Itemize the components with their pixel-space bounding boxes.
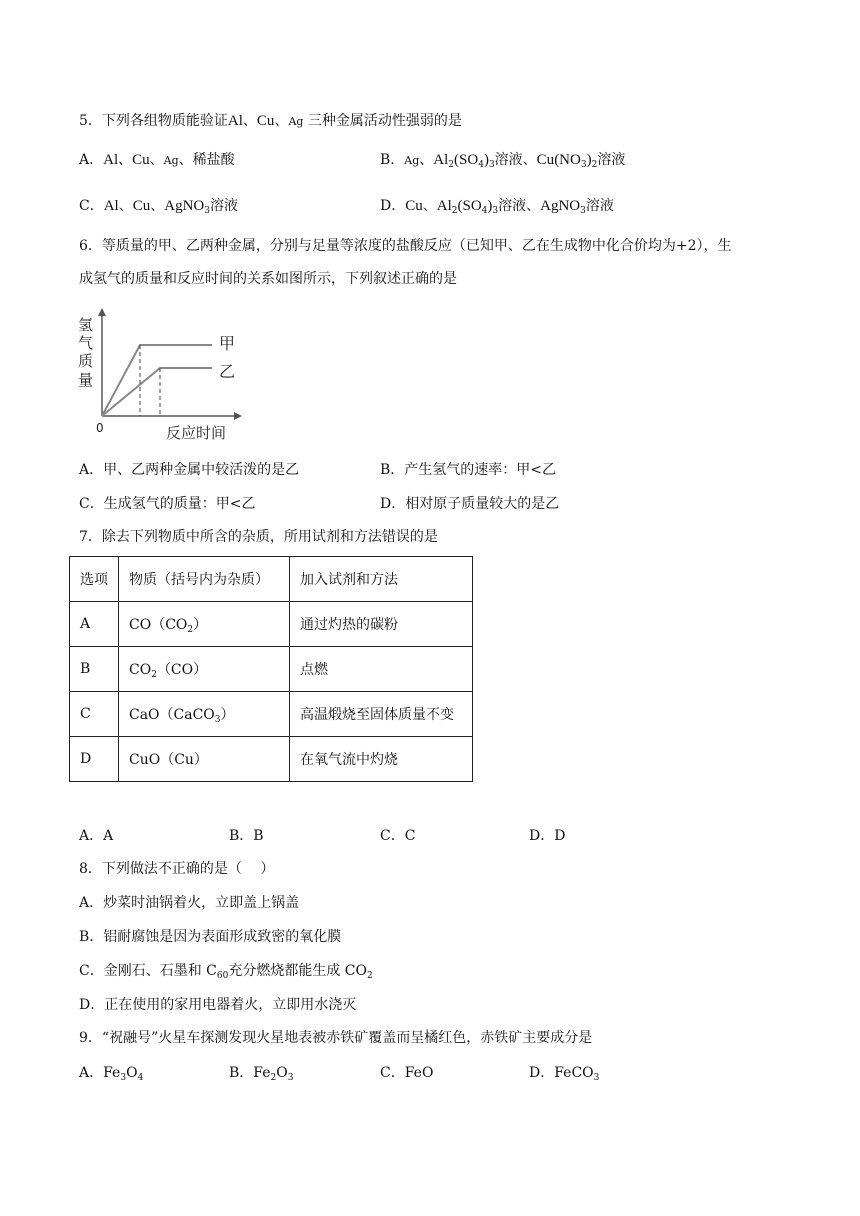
q6-option-b: B．产生氢气的速率：甲<乙 [380,462,557,478]
q9-option-d: D．FeCO$_3$ [529,1065,600,1083]
q8-option-c: C．金刚石、石墨和 $C_{60}$充分燃烧都能生成 $CO_2$ [79,963,373,981]
table-cell-method: 高温煅烧至固体质量不变 [290,692,473,737]
q5-option-b: B．Ag、$Al_2(SO_4)_3$溶液、$Cu(NO_3)_2$溶液 [380,152,626,170]
table-cell-method: 在氧气流中灼烧 [290,737,473,782]
table-row [70,692,473,737]
graph-ylabel-1: 氢 [78,316,94,334]
q7-stem: 7．除去下列物质中所含的杂质，所用试剂和方法错误的是 [79,529,438,545]
q5-option-a: A．Al、Cu、Ag、稀盐酸 [79,152,235,168]
table-cell-substance: CaO（CaCO$_3$） [119,692,290,737]
table-row [70,737,473,782]
table-cell-method: 通过灼热的碳粉 [290,602,473,647]
graph-y-arrow [98,308,106,316]
graph-origin: 0 [96,421,104,435]
q8-option-d: D．正在使用的家用电器着火，立即用水浇灭 [79,997,357,1013]
q6-option-c: C．生成氢气的质量：甲<乙 [79,496,256,512]
q5-stem: 5．下列各组物质能验证Al、Cu、Ag 三种金属活动性强弱的是 [79,113,462,129]
q9-option-a: A．$Fe_3O_4$ [79,1065,144,1083]
table-row [70,602,473,647]
graph-ylabel-4: 量 [78,371,94,389]
table-cell-substance: $CO_2(CO)$ [119,647,290,692]
graph-ylabel-3: 质 [78,352,94,370]
q7-option-a: A．A [79,828,114,844]
graph-xlabel: 反应时间 [166,424,227,442]
q9-stem: 9．“祝融号”火星车探测发现火星地表被赤铁矿覆盖而呈橘红色，赤铁矿主要成分是 [79,1030,593,1046]
table-cell-option: D [70,737,119,782]
graph-series-yi: 乙 [219,362,236,381]
q9-option-b: B．$Fe_2O_3$ [229,1065,294,1083]
q6-graph [74,308,254,444]
table-cell-option: A [70,602,119,647]
table-header: 选项 [70,557,119,602]
table-cell-option: C [70,692,119,737]
graph-line-yi [102,368,212,416]
table-row [70,647,473,692]
q7-option-c: C．C [380,828,416,844]
table-header: 加入试剂和方法 [290,557,473,602]
table-cell-substance: $CO(CO_2)$ [119,602,290,647]
q7-option-b: B．B [229,828,264,844]
q8-option-b: B．铝耐腐蚀是因为表面形成致密的氧化膜 [79,929,342,945]
q6-option-d: D．相对原子质量较大的是乙 [380,496,560,512]
q6-stem-line1: 6．等质量的甲、乙两种金属，分别与足量等浓度的盐酸反应（已知甲、乙在生成物中化合价均为+2），生 [79,238,732,254]
graph-series-jia: 甲 [219,334,236,353]
graph-ylabel-2: 气 [78,334,94,352]
q8-option-a: A．炒菜时油锅着火，立即盖上锅盖 [79,895,300,911]
q5-option-d: D．Cu、$Al_2(SO_4)_3$溶液、AgNO$_3$溶液 [380,198,614,216]
q6-stem-line2: 成氢气的质量和反应时间的关系如图所示，下列叙述正确的是 [79,271,457,287]
q6-option-a: A．甲、乙两种金属中较活泼的是乙 [79,462,300,478]
table-header-row [70,557,473,602]
q9-option-c: C．FeO [380,1065,434,1081]
table-cell-option: B [70,647,119,692]
graph-line-jia [102,345,212,416]
table-cell-method: 点燃 [290,647,473,692]
q7-option-d: D．D [529,828,566,844]
graph-x-arrow [234,412,242,420]
table-cell-substance: CuO（Cu） [119,737,290,782]
q7-table [69,556,473,782]
q8-stem: 8．下列做法不正确的是（ ） [79,861,275,877]
q5-option-c: C．Al、Cu、AgNO$_3$溶液 [79,198,238,216]
table-header: 物质（括号内为杂质） [119,557,290,602]
